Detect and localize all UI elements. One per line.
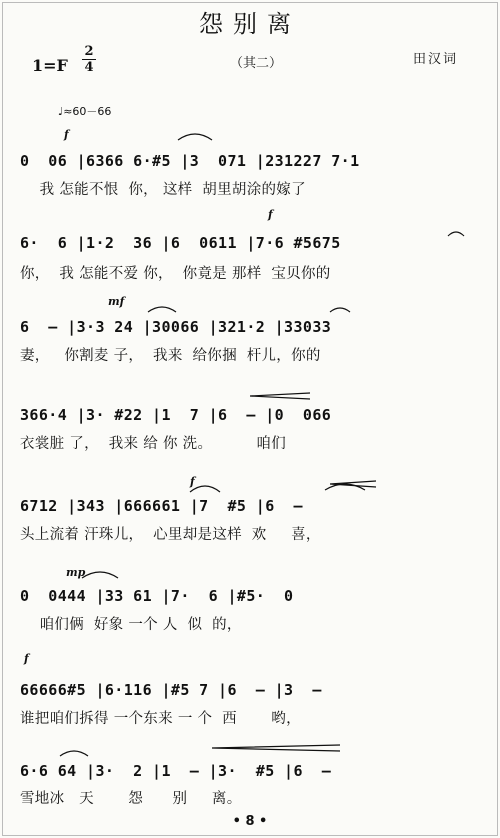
lyric-line-6: 咱们俩 好象 一个 人 似 的， [20, 617, 242, 633]
key-signature: 1=F [32, 56, 68, 75]
lyric-line-8: 雪地冰 天 怨 别 离。 [20, 791, 242, 807]
dynamic-marking: f [64, 128, 69, 141]
dynamic-marking: mf [108, 295, 125, 308]
meter-bottom: 4 [84, 60, 94, 75]
notation-line-7: 66666#5 |6·116 |#5 7 |6 — |3 — [20, 681, 322, 699]
lyric-line-4: 衣裳脏 了， 我来 给 你 洗。 咱们 [20, 436, 287, 452]
lyricist-credit: 田汉词 [413, 52, 459, 67]
dynamic-marking: f [24, 652, 29, 665]
notation-line-2: 6· 6 |1·2 36 |6 0611 |7·6 #5675 [20, 234, 341, 252]
lyric-line-1: 我 怎能不恨 你， 这样 胡里胡涂的嫁了 [20, 182, 306, 198]
notation-line-6: 0 0444 |33 61 |7· 6 |#5· 0 [20, 587, 294, 605]
notation-line-1: 0 06 |6366 6·#5 |3 071 |231227 7·1 [20, 152, 360, 170]
dynamic-marking: f [268, 208, 273, 221]
subtitle: （其二） [230, 56, 283, 71]
lyric-line-7: 谁把咱们拆得 一个东来 一 个 西 哟， [20, 711, 301, 727]
notation-line-4: 366·4 |3· #22 |1 7 |6 — |0 066 [20, 406, 332, 424]
notation-line-5: 6712 |343 |666661 |7 #5 |6 — [20, 497, 303, 515]
notation-line-8: 6·6 64 |3· 2 |1 — |3· #5 |6 — [20, 762, 332, 780]
page-number: • 8 • [232, 814, 268, 829]
notation-line-3: 6 — |3·3 24 |30066 |321·2 |33033 [20, 318, 332, 336]
time-signature [82, 44, 96, 75]
dynamic-marking: f [190, 475, 195, 488]
lyric-line-2: 你， 我 怎能不爱 你， 你竟是 那样 宝贝你的 [20, 266, 331, 282]
tempo-marking: ♩≈60－66 [58, 105, 112, 118]
song-title: 怨别离 [199, 10, 301, 38]
meter-top: 2 [84, 44, 94, 59]
dynamic-marking: mp [66, 566, 86, 579]
lyric-line-3: 妻， 你割麦 子， 我来 给你捆 杆儿，你的 [20, 348, 321, 364]
lyric-line-5: 头上流着 汗珠儿， 心里却是这样 欢 喜， [20, 527, 321, 543]
